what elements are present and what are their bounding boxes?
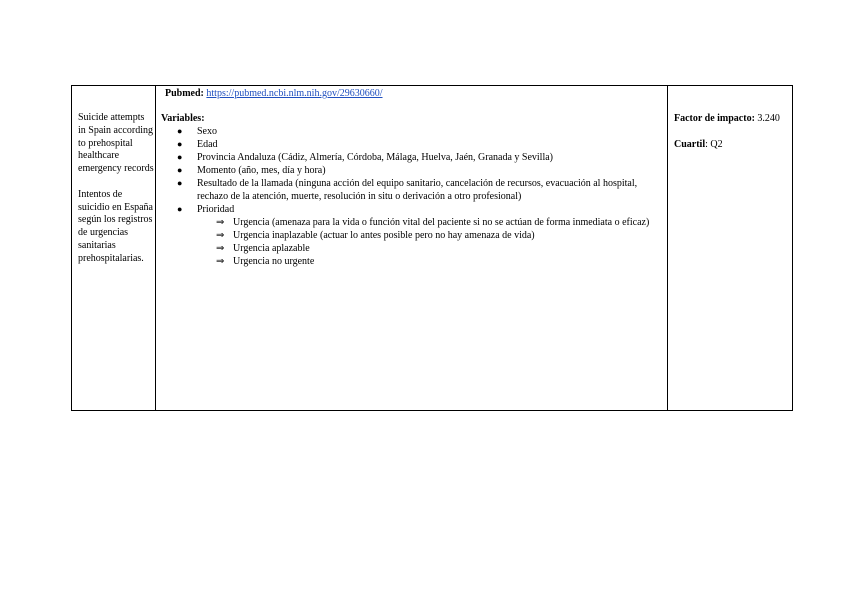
variable-label: Momento (año, mes, día y hora)	[197, 165, 326, 176]
bullet-icon: ●	[177, 139, 183, 149]
double-arrow-right-icon: ⇒	[216, 243, 225, 254]
double-arrow-right-icon: ⇒	[216, 256, 225, 267]
impact-factor-value: 3.240	[757, 113, 780, 124]
variable-label: Resultado de la llamada (ninguna acción del equipo sanitario, cancelación de recursos, evacuación al hospital, rechazo de la atención, muerte, resolución in situ o derivación a otro profesional)	[197, 178, 638, 202]
variable-label: Sexo	[197, 126, 217, 137]
list-item	[161, 138, 669, 151]
title-spanish: Intentos de suicidio en España según los registros de urgencias sanitarias prehospitalarias.	[78, 188, 153, 264]
variable-label: Prioridad	[197, 204, 235, 215]
sublist-item	[197, 216, 669, 229]
bullet-icon: ●	[177, 152, 183, 162]
title-english: Suicide attempts in Spain according to prehospital healthcare emergency records	[78, 112, 154, 175]
bullet-icon: ●	[177, 126, 183, 136]
pubmed-label: Pubmed:	[165, 88, 204, 99]
impact-factor	[674, 112, 794, 125]
variables-list	[161, 125, 669, 268]
sublist-item	[197, 229, 669, 242]
title-cell	[78, 112, 154, 278]
list-item	[161, 177, 669, 203]
list-item	[161, 151, 669, 164]
priority-label: Urgencia aplazable	[233, 243, 310, 254]
bullet-icon: ●	[177, 178, 183, 188]
double-arrow-right-icon: ⇒	[216, 230, 225, 241]
priority-label: Urgencia (amenaza para la vida o función vital del paciente si no se actúan de forma inmediata o eficaz)	[233, 217, 650, 228]
double-arrow-right-icon: ⇒	[216, 217, 225, 228]
priority-sublist	[197, 216, 669, 268]
bullet-icon: ●	[177, 204, 183, 214]
quartile-value: Q2	[710, 138, 723, 150]
variable-label: Edad	[197, 139, 218, 150]
sublist-item	[197, 242, 669, 255]
column-divider	[155, 86, 156, 410]
list-item	[161, 203, 669, 268]
pubmed-line	[165, 87, 383, 100]
sublist-item	[197, 255, 669, 268]
article-table-row	[71, 85, 793, 411]
list-item	[161, 164, 669, 177]
quartile-label: Cuartil	[674, 138, 706, 150]
variables-heading: Variables:	[161, 113, 205, 124]
priority-label: Urgencia inaplazable (actuar lo antes posible pero no hay amenaza de vida)	[233, 230, 535, 241]
quartile: Cuartil: Q2	[674, 138, 723, 150]
metrics-cell	[674, 112, 794, 164]
list-item	[161, 125, 669, 138]
pubmed-link[interactable]: https://pubmed.ncbi.nlm.nih.gov/29630660/	[206, 88, 383, 99]
impact-factor-label: Factor de impacto:	[674, 113, 755, 124]
priority-label: Urgencia no urgente	[233, 256, 315, 267]
bullet-icon: ●	[177, 165, 183, 175]
variable-label: Provincia Andaluza (Cádiz, Almería, Córdoba, Málaga, Huelva, Jaén, Granada y Sevilla)	[197, 152, 553, 163]
